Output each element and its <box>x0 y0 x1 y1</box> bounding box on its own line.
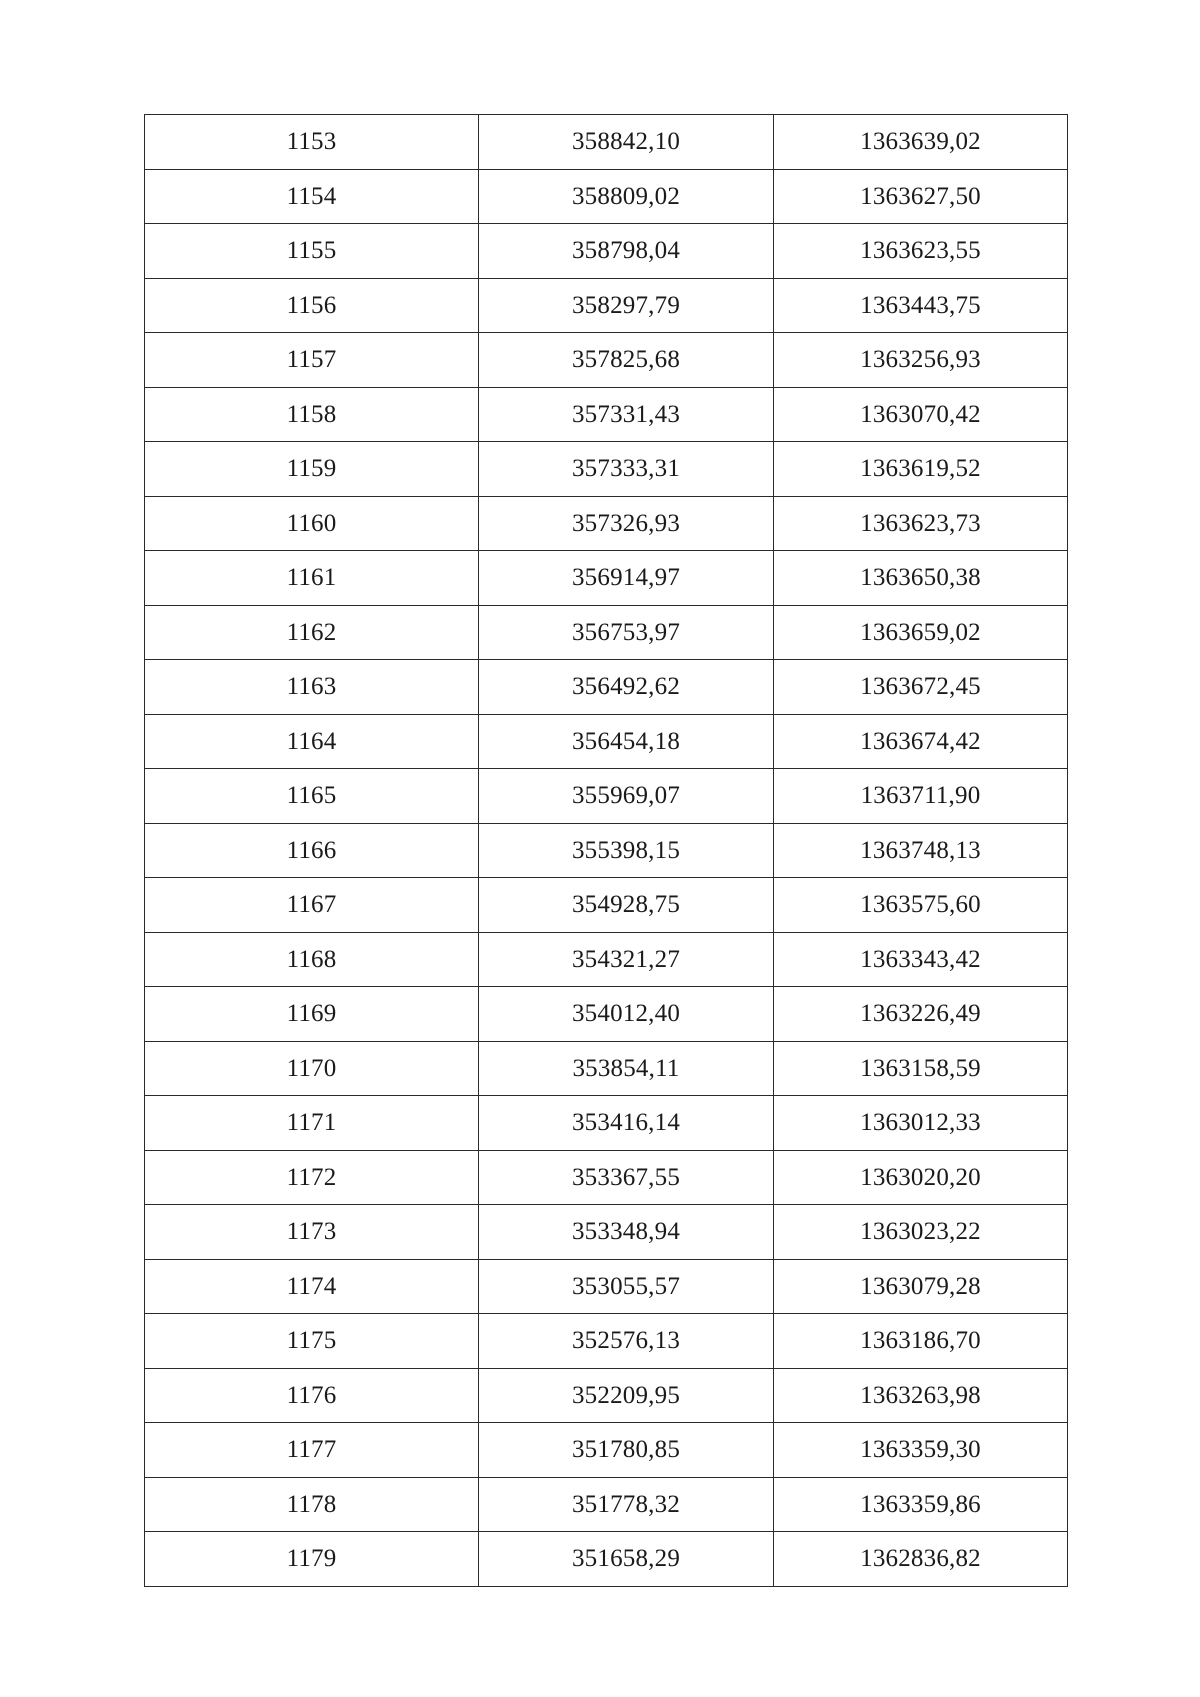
y-coordinate-cell: 1363186,70 <box>774 1314 1068 1369</box>
document-page <box>144 114 1067 1587</box>
point-number-cell: 1158 <box>145 387 479 442</box>
point-number-cell: 1164 <box>145 714 479 769</box>
x-coordinate-cell: 356492,62 <box>479 660 774 715</box>
y-coordinate-cell: 1363343,42 <box>774 932 1068 987</box>
x-coordinate-cell: 358297,79 <box>479 278 774 333</box>
x-coordinate-cell: 353416,14 <box>479 1096 774 1151</box>
table-row <box>145 442 1068 497</box>
table-row <box>145 987 1068 1042</box>
y-coordinate-cell: 1363619,52 <box>774 442 1068 497</box>
y-coordinate-cell: 1363659,02 <box>774 605 1068 660</box>
point-number-cell: 1156 <box>145 278 479 333</box>
table-row <box>145 224 1068 279</box>
x-coordinate-cell: 357326,93 <box>479 496 774 551</box>
x-coordinate-cell: 354928,75 <box>479 878 774 933</box>
table-row <box>145 333 1068 388</box>
x-coordinate-cell: 353055,57 <box>479 1259 774 1314</box>
table-row <box>145 932 1068 987</box>
point-number-cell: 1157 <box>145 333 479 388</box>
table-row <box>145 714 1068 769</box>
table-row <box>145 1205 1068 1260</box>
table-row <box>145 823 1068 878</box>
point-number-cell: 1155 <box>145 224 479 279</box>
x-coordinate-cell: 358798,04 <box>479 224 774 279</box>
y-coordinate-cell: 1363158,59 <box>774 1041 1068 1096</box>
point-number-cell: 1154 <box>145 169 479 224</box>
x-coordinate-cell: 356454,18 <box>479 714 774 769</box>
y-coordinate-cell: 1363674,42 <box>774 714 1068 769</box>
x-coordinate-cell: 351658,29 <box>479 1532 774 1587</box>
x-coordinate-cell: 358809,02 <box>479 169 774 224</box>
x-coordinate-cell: 356753,97 <box>479 605 774 660</box>
table-row <box>145 551 1068 606</box>
y-coordinate-cell: 1363020,20 <box>774 1150 1068 1205</box>
x-coordinate-cell: 353367,55 <box>479 1150 774 1205</box>
table-row <box>145 605 1068 660</box>
y-coordinate-cell: 1363023,22 <box>774 1205 1068 1260</box>
x-coordinate-cell: 357825,68 <box>479 333 774 388</box>
table-row <box>145 1368 1068 1423</box>
x-coordinate-cell: 352209,95 <box>479 1368 774 1423</box>
point-number-cell: 1174 <box>145 1259 479 1314</box>
y-coordinate-cell: 1362836,82 <box>774 1532 1068 1587</box>
table-row <box>145 1532 1068 1587</box>
table-row <box>145 1423 1068 1478</box>
table-row <box>145 660 1068 715</box>
table-row <box>145 1477 1068 1532</box>
x-coordinate-cell: 357331,43 <box>479 387 774 442</box>
point-number-cell: 1175 <box>145 1314 479 1369</box>
y-coordinate-cell: 1363226,49 <box>774 987 1068 1042</box>
point-number-cell: 1160 <box>145 496 479 551</box>
table-row <box>145 387 1068 442</box>
y-coordinate-cell: 1363639,02 <box>774 115 1068 170</box>
point-number-cell: 1159 <box>145 442 479 497</box>
table-row <box>145 1041 1068 1096</box>
coordinates-table-body <box>145 115 1068 1587</box>
y-coordinate-cell: 1363627,50 <box>774 169 1068 224</box>
point-number-cell: 1167 <box>145 878 479 933</box>
point-number-cell: 1173 <box>145 1205 479 1260</box>
point-number-cell: 1171 <box>145 1096 479 1151</box>
point-number-cell: 1177 <box>145 1423 479 1478</box>
table-row <box>145 1150 1068 1205</box>
x-coordinate-cell: 353348,94 <box>479 1205 774 1260</box>
table-row <box>145 1259 1068 1314</box>
x-coordinate-cell: 355969,07 <box>479 769 774 824</box>
y-coordinate-cell: 1363711,90 <box>774 769 1068 824</box>
y-coordinate-cell: 1363256,93 <box>774 333 1068 388</box>
x-coordinate-cell: 356914,97 <box>479 551 774 606</box>
point-number-cell: 1179 <box>145 1532 479 1587</box>
y-coordinate-cell: 1363070,42 <box>774 387 1068 442</box>
point-number-cell: 1176 <box>145 1368 479 1423</box>
y-coordinate-cell: 1363748,13 <box>774 823 1068 878</box>
point-number-cell: 1168 <box>145 932 479 987</box>
table-row <box>145 278 1068 333</box>
point-number-cell: 1178 <box>145 1477 479 1532</box>
x-coordinate-cell: 355398,15 <box>479 823 774 878</box>
y-coordinate-cell: 1363079,28 <box>774 1259 1068 1314</box>
point-number-cell: 1163 <box>145 660 479 715</box>
coordinates-table <box>144 114 1068 1587</box>
x-coordinate-cell: 353854,11 <box>479 1041 774 1096</box>
x-coordinate-cell: 354321,27 <box>479 932 774 987</box>
table-row <box>145 115 1068 170</box>
y-coordinate-cell: 1363575,60 <box>774 878 1068 933</box>
table-row <box>145 169 1068 224</box>
y-coordinate-cell: 1363650,38 <box>774 551 1068 606</box>
y-coordinate-cell: 1363359,30 <box>774 1423 1068 1478</box>
x-coordinate-cell: 351778,32 <box>479 1477 774 1532</box>
point-number-cell: 1170 <box>145 1041 479 1096</box>
x-coordinate-cell: 358842,10 <box>479 115 774 170</box>
table-row <box>145 496 1068 551</box>
point-number-cell: 1162 <box>145 605 479 660</box>
x-coordinate-cell: 352576,13 <box>479 1314 774 1369</box>
point-number-cell: 1165 <box>145 769 479 824</box>
x-coordinate-cell: 357333,31 <box>479 442 774 497</box>
y-coordinate-cell: 1363263,98 <box>774 1368 1068 1423</box>
point-number-cell: 1172 <box>145 1150 479 1205</box>
point-number-cell: 1169 <box>145 987 479 1042</box>
y-coordinate-cell: 1363359,86 <box>774 1477 1068 1532</box>
y-coordinate-cell: 1363012,33 <box>774 1096 1068 1151</box>
table-row <box>145 878 1068 933</box>
table-row <box>145 769 1068 824</box>
table-row <box>145 1314 1068 1369</box>
table-row <box>145 1096 1068 1151</box>
x-coordinate-cell: 354012,40 <box>479 987 774 1042</box>
x-coordinate-cell: 351780,85 <box>479 1423 774 1478</box>
y-coordinate-cell: 1363623,55 <box>774 224 1068 279</box>
y-coordinate-cell: 1363672,45 <box>774 660 1068 715</box>
point-number-cell: 1153 <box>145 115 479 170</box>
y-coordinate-cell: 1363623,73 <box>774 496 1068 551</box>
point-number-cell: 1166 <box>145 823 479 878</box>
y-coordinate-cell: 1363443,75 <box>774 278 1068 333</box>
point-number-cell: 1161 <box>145 551 479 606</box>
